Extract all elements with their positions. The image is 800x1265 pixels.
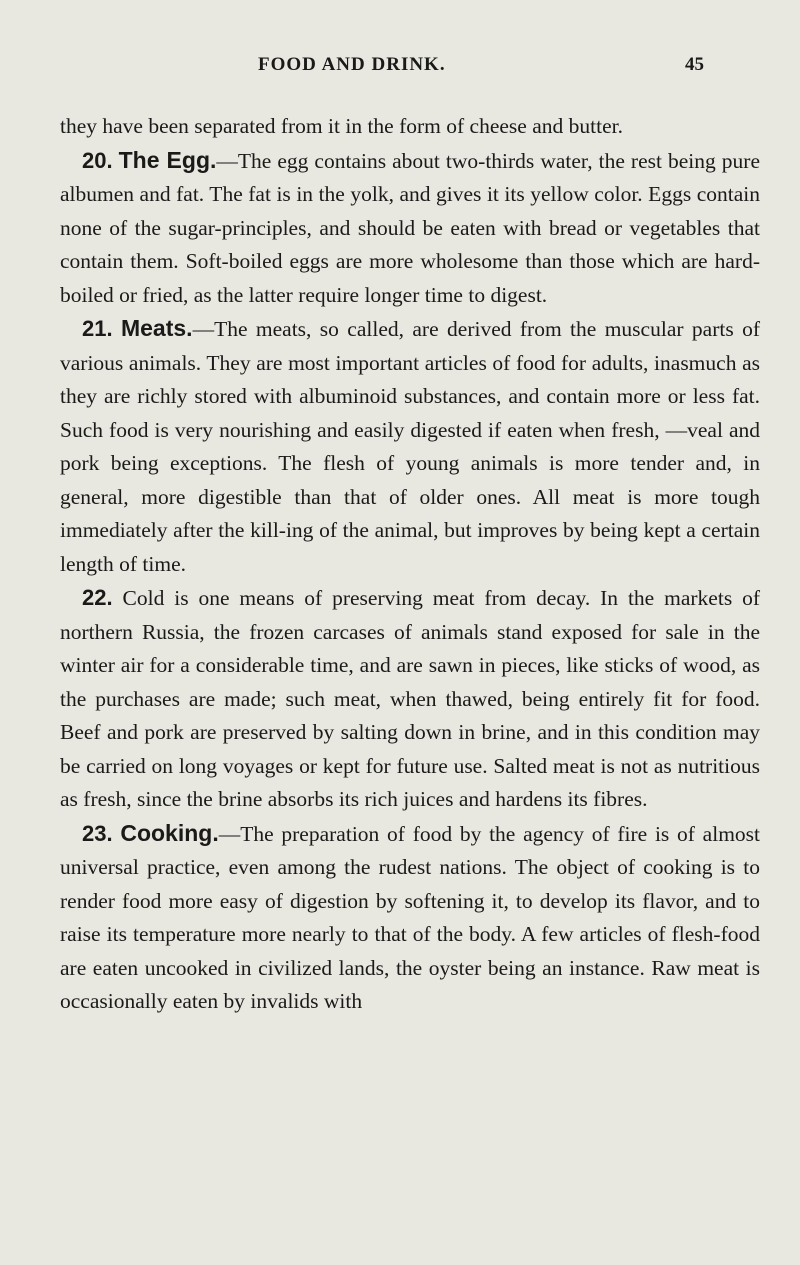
paragraph-text: they have been separated from it in the form of cheese and butter.: [60, 114, 623, 138]
body-text: [60, 110, 760, 1019]
section-number: 23.: [82, 820, 113, 846]
paragraph-23-cooking: [60, 817, 760, 1019]
paragraph-text: —The preparation of food by the agency of fire is of almost universal practice, even among the rudest nations. The object of cooking is to render food more easy of digestion by softening it, to develop its flavor, and to raise its temperature more nearly to that of the body. A few articles of flesh-food are eaten uncooked in civilized lands, the oyster being an instance. Raw meat is occasionally eaten by invalids with: [60, 821, 761, 1013]
running-title: FOOD AND DRINK.: [258, 54, 446, 75]
page-number: 45: [685, 54, 704, 75]
paragraph-text: Cold is one means of preserving meat from decay. In the markets of northern Russia, the frozen carcases of animals stand exposed for sale in the winter air for a considerable time, and are sawn in pieces, like sticks of wood, as the purchases are made; such meat, when thawed, being entirely fit for food. Beef and pork are preserved by salting down in brine, and in this condition may be carried on long voyages or kept for future use. Salted meat is not as nutritious as fresh, since the brine absorbs its rich juices and hardens its fibres.: [60, 586, 761, 811]
paragraph-text: —The meats, so called, are derived from the muscular parts of various animals. They are most important articles of food for adults, inasmuch as they are richly stored with albuminoid substances, and contain more or less fat. Such food is very nourishing and easily digested if eaten when fresh, —veal and pork being exceptions. The flesh of young animals is more tender and, in general, more digestible than that of older ones. All meat is more tough immediately after the kill-ing of the animal, but improves by being kept a certain length of time.: [60, 317, 760, 576]
paragraph-continuation: [60, 110, 760, 144]
paragraph-20-the-egg: [60, 144, 760, 313]
section-heading: Meats.: [120, 315, 193, 341]
paragraph-22-cold: [60, 581, 760, 817]
section-number: 22.: [82, 585, 113, 610]
section-number: 20.: [82, 147, 113, 173]
running-header: [0, 54, 800, 84]
section-heading: Cooking.: [120, 819, 219, 846]
section-heading: The Egg.: [118, 146, 217, 173]
paragraph-21-meats: [60, 312, 760, 581]
paragraph-text: —The egg contains about two-thirds water, the rest being pure albumen and fat. The fat is in the yolk, and gives it its yellow color. Eggs contain none of the sugar-principles, and should be eaten with bread or vegetables that contain them. Soft-boiled eggs are more wholesome than those which are hard-boiled or fried, as the latter require longer time to digest.: [60, 148, 760, 307]
section-number: 21.: [82, 316, 113, 341]
